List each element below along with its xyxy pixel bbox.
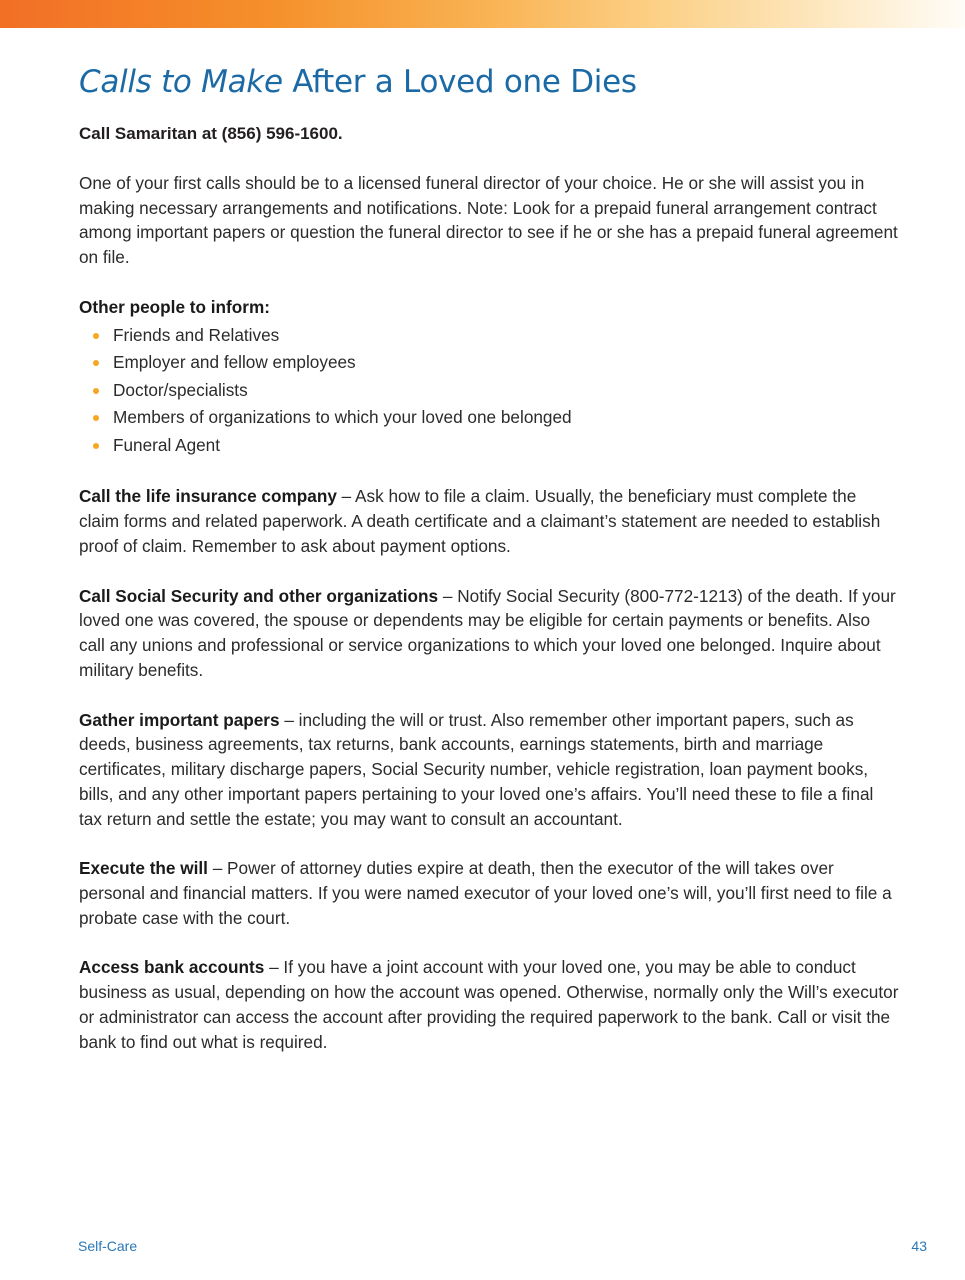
intro-paragraph: One of your first calls should be to a licensed funeral director of your choice. He or she will assist you in making necessary arrangements and notifications. Note: Look for a prepaid funeral arrangement contract among important papers or question the funeral director to see if he or she has a prepaid funeral agreement on file. bbox=[79, 172, 898, 268]
list-item-text: Doctor/specialists bbox=[113, 379, 248, 400]
section-body: – including the will or trust. Also remember other important papers, such as deeds, business agreements, tax returns, bank accounts, earnings statements, birth and marriage certificates, military discharge papers, Social Security number, vehicle registration, loan payment books, bills, and any other important papers pertaining to your loved one’s affairs. You’ll need these to file a final tax return and settle the estate; you may want to consult an accountant. bbox=[79, 709, 874, 829]
page-title-italic: Calls to Make bbox=[79, 64, 283, 100]
footer-page-number: 43 bbox=[911, 1238, 927, 1254]
samaritan-phone-callout: Call Samaritan at (856) 596-1600. bbox=[79, 124, 343, 143]
section-body: – If you have a joint account with your loved one, you may be able to conduct business as usual, depending on how the account was opened. Otherwise, normally only the Will’s executor or administrator can access the account after providing the required paperwork to the bank. Call or visit the bank to find out what is required. bbox=[79, 957, 899, 1052]
spacer bbox=[79, 683, 899, 708]
bullet-icon bbox=[93, 415, 99, 421]
life-insurance-section bbox=[79, 484, 899, 558]
list-item-text: Friends and Relatives bbox=[113, 324, 280, 345]
list-item bbox=[79, 432, 899, 460]
page-content bbox=[79, 62, 899, 1055]
bullet-icon bbox=[93, 443, 99, 449]
bullet-icon bbox=[93, 388, 99, 394]
list-item bbox=[79, 404, 899, 432]
list-item bbox=[79, 377, 899, 405]
inform-heading: Other people to inform: bbox=[79, 296, 270, 317]
section-lead: Call Social Security and other organizations bbox=[79, 585, 439, 606]
execute-will-section bbox=[79, 856, 899, 930]
spacer bbox=[79, 559, 899, 584]
section-lead: Call the life insurance company bbox=[79, 486, 337, 507]
header-gradient-bar bbox=[0, 0, 965, 28]
list-item-text: Funeral Agent bbox=[113, 434, 221, 455]
section-lead: Access bank accounts bbox=[79, 957, 265, 978]
bullet-icon bbox=[93, 360, 99, 366]
list-item bbox=[79, 322, 899, 350]
page-title bbox=[79, 62, 899, 102]
spacer bbox=[79, 270, 899, 295]
spacer bbox=[79, 146, 899, 171]
spacer bbox=[79, 832, 899, 857]
section-body: – Ask how to file a claim. Usually, the beneficiary must complete the claim forms and related paperwork. A death certificate and a claimant’s statement are needed to establish proof of claim. Remember to ask about payment options. bbox=[79, 486, 881, 556]
section-lead: Execute the will bbox=[79, 858, 208, 879]
list-item-text: Members of organizations to which your loved one belonged bbox=[113, 407, 572, 428]
bullet-icon bbox=[93, 333, 99, 339]
list-item-text: Employer and fellow employees bbox=[113, 352, 356, 373]
section-body: – Notify Social Security (800-772-1213) of the death. If your loved one was covered, the spouse or dependents may be eligible for certain payments or benefits. Also call any unions and professional or service organizations to which your loved one belonged. Inquire about military benefits. bbox=[79, 585, 896, 680]
section-body: – Power of attorney duties expire at death, then the executor of the will takes over personal and financial matters. If you were named executor of your loved one’s will, you’ll first need to file a probate case with the court. bbox=[79, 858, 892, 928]
spacer bbox=[79, 931, 899, 956]
social-security-section bbox=[79, 584, 899, 683]
section-lead: Gather important papers bbox=[79, 709, 280, 730]
inform-list bbox=[79, 322, 899, 460]
spacer bbox=[79, 460, 899, 485]
bank-accounts-section bbox=[79, 955, 899, 1054]
important-papers-section bbox=[79, 708, 899, 832]
footer-section-name: Self-Care bbox=[78, 1238, 138, 1254]
list-item bbox=[79, 349, 899, 377]
page-title-rest: After a Loved one Dies bbox=[282, 64, 637, 100]
